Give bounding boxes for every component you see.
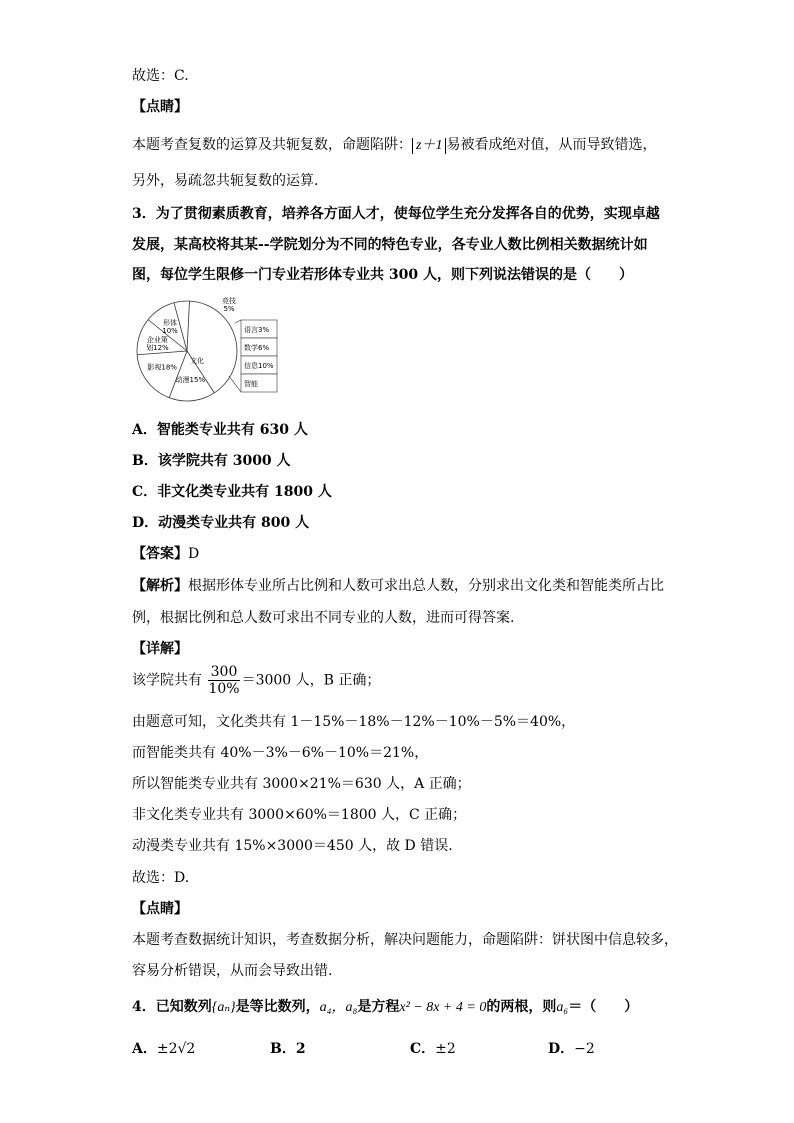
fraction-numerator: 300 xyxy=(208,664,239,681)
tip-heading: 【点睛】 xyxy=(132,99,188,115)
q4-option-c-label: C． xyxy=(410,1041,436,1057)
q3-option-c: C．非文化类专业共有 1800 人 xyxy=(132,484,332,500)
tip-heading-2: 【点睛】 xyxy=(132,901,188,917)
q4-sequence: {aₙ} xyxy=(211,1000,236,1015)
detail-line-3: 而智能类共有 40%－3%－6%－10%＝21%， xyxy=(132,745,429,761)
analysis-line-2: 例，根据比例和总人数可求出不同专业的人数，进而可得答案. xyxy=(132,610,515,626)
analysis-line-1 xyxy=(132,577,664,595)
breakdown-label-0: 语言3% xyxy=(244,326,270,334)
q4-stem-a: 4．已知数列 xyxy=(132,999,212,1015)
q4-option-d xyxy=(548,1040,595,1058)
pie-label-动漫: 动漫15% xyxy=(175,375,206,384)
detail-line-1 xyxy=(132,664,380,697)
q3-option-b: B．该学院共有 3000 人 xyxy=(132,453,291,469)
q4-option-c-value: ±2 xyxy=(435,1041,456,1057)
answer-line xyxy=(132,545,199,563)
detail-line-5: 非文化类专业共有 3000×60%＝1800 人，C 正确； xyxy=(132,807,467,823)
q3-stem-2: 发展，某高校将其某--学院划分为不同的特色专业，各专业人数比例相关数据统计如 xyxy=(132,237,648,253)
q4-option-d-value: −2 xyxy=(574,1041,595,1057)
analysis-text-1: 根据形体专业所占比例和人数可求出总人数，分别求出文化类和智能类所占比 xyxy=(188,578,664,594)
breakdown-connector-bottom xyxy=(229,376,241,392)
tip2-line-2: 容易分析错误，从而会导致出错. xyxy=(132,963,333,979)
pie-label-文化: 文化 xyxy=(190,357,204,365)
tip-text-a: 本题考查复数的运算及共轭复数，命题陷阱： xyxy=(132,137,412,153)
answer-label: 【答案】 xyxy=(132,546,188,562)
tip-text-line-1 xyxy=(132,136,656,154)
q4-option-b-label: B． xyxy=(270,1041,296,1057)
q4-stem-e: ＝（ ） xyxy=(568,999,639,1015)
pie-label-形体: 形体 10% xyxy=(162,319,178,336)
q4-option-a xyxy=(132,1040,195,1058)
answer-value: D xyxy=(188,546,200,562)
q4-option-b-value: 2 xyxy=(295,1041,306,1057)
abs-expression: z＋1 xyxy=(412,138,446,154)
pie-label-企业策划: 企业策划12% xyxy=(146,335,169,352)
q4-stem xyxy=(132,998,638,1017)
fraction xyxy=(208,664,239,697)
q3-option-a: A．智能类专业共有 630 人 xyxy=(132,422,308,438)
q4-roots: a₄，a₈ xyxy=(319,1000,358,1015)
breakdown-label-1: 数学6% xyxy=(244,344,270,352)
q4-equation: x² − 8x + 4 = 0 xyxy=(399,1000,487,1015)
breakdown-label-2: 信息10% xyxy=(244,362,274,370)
tip-text-b: 易被看成绝对值，从而导致错选， xyxy=(446,137,657,153)
q4-stem-c: 是方程 xyxy=(357,999,400,1015)
q4-target: a₆ xyxy=(556,1000,569,1015)
detail-1-b: ＝3000 人，B 正确； xyxy=(241,672,381,689)
detail-1-a: 该学院共有 xyxy=(132,672,202,689)
conclusion-line: 故选：C. xyxy=(132,68,189,84)
q4-option-d-label: D． xyxy=(548,1041,575,1057)
q4-option-a-label: A． xyxy=(132,1041,157,1057)
pie-chart xyxy=(132,296,292,402)
q4-option-c xyxy=(410,1040,456,1058)
detail-line-7: 故选：D. xyxy=(132,870,190,886)
q3-stem-3: 图，每位学生限修一门专业若形体专业共 300 人，则下列说法错误的是（ ） xyxy=(132,267,633,283)
detail-line-2: 由题意可知，文化类共有 1－15%－18%－12%－10%－5%＝40%， xyxy=(132,714,576,730)
analysis-label: 【解析】 xyxy=(132,578,188,594)
tip2-line-1: 本题考查数据统计知识，考查数据分析，解决问题能力，命题陷阱：饼状图中信息较多， xyxy=(132,932,678,948)
q4-stem-b: 是等比数列， xyxy=(235,999,320,1015)
pie-label-影视: 影视18% xyxy=(147,363,177,372)
detail-line-6: 动漫类专业共有 15%×3000＝450 人，故 D 错误. xyxy=(132,838,453,854)
fraction-denominator: 10% xyxy=(208,681,240,697)
q4-stem-d: 的两根，则 xyxy=(486,999,557,1015)
q3-stem-1: 3．为了贯彻素质教育，培养各方面人才，使每位学生充分发挥各自的优势，实现卓越 xyxy=(132,206,660,222)
breakdown-label-3: 智能 xyxy=(244,380,258,388)
tip-text-line-2: 另外，易疏忽共轭复数的运算. xyxy=(132,173,319,189)
breakdown-connector-top xyxy=(235,320,241,323)
q4-option-a-value: ±2√2 xyxy=(156,1041,196,1057)
detail-line-4: 所以智能类专业共有 3000×21%＝630 人，A 正确； xyxy=(132,776,471,792)
pie-label-竞技: 竞技 5% xyxy=(222,297,236,313)
q3-option-d: D．动漫类专业共有 800 人 xyxy=(132,515,310,531)
q4-option-b xyxy=(270,1040,306,1058)
detail-label: 【详解】 xyxy=(132,641,188,657)
